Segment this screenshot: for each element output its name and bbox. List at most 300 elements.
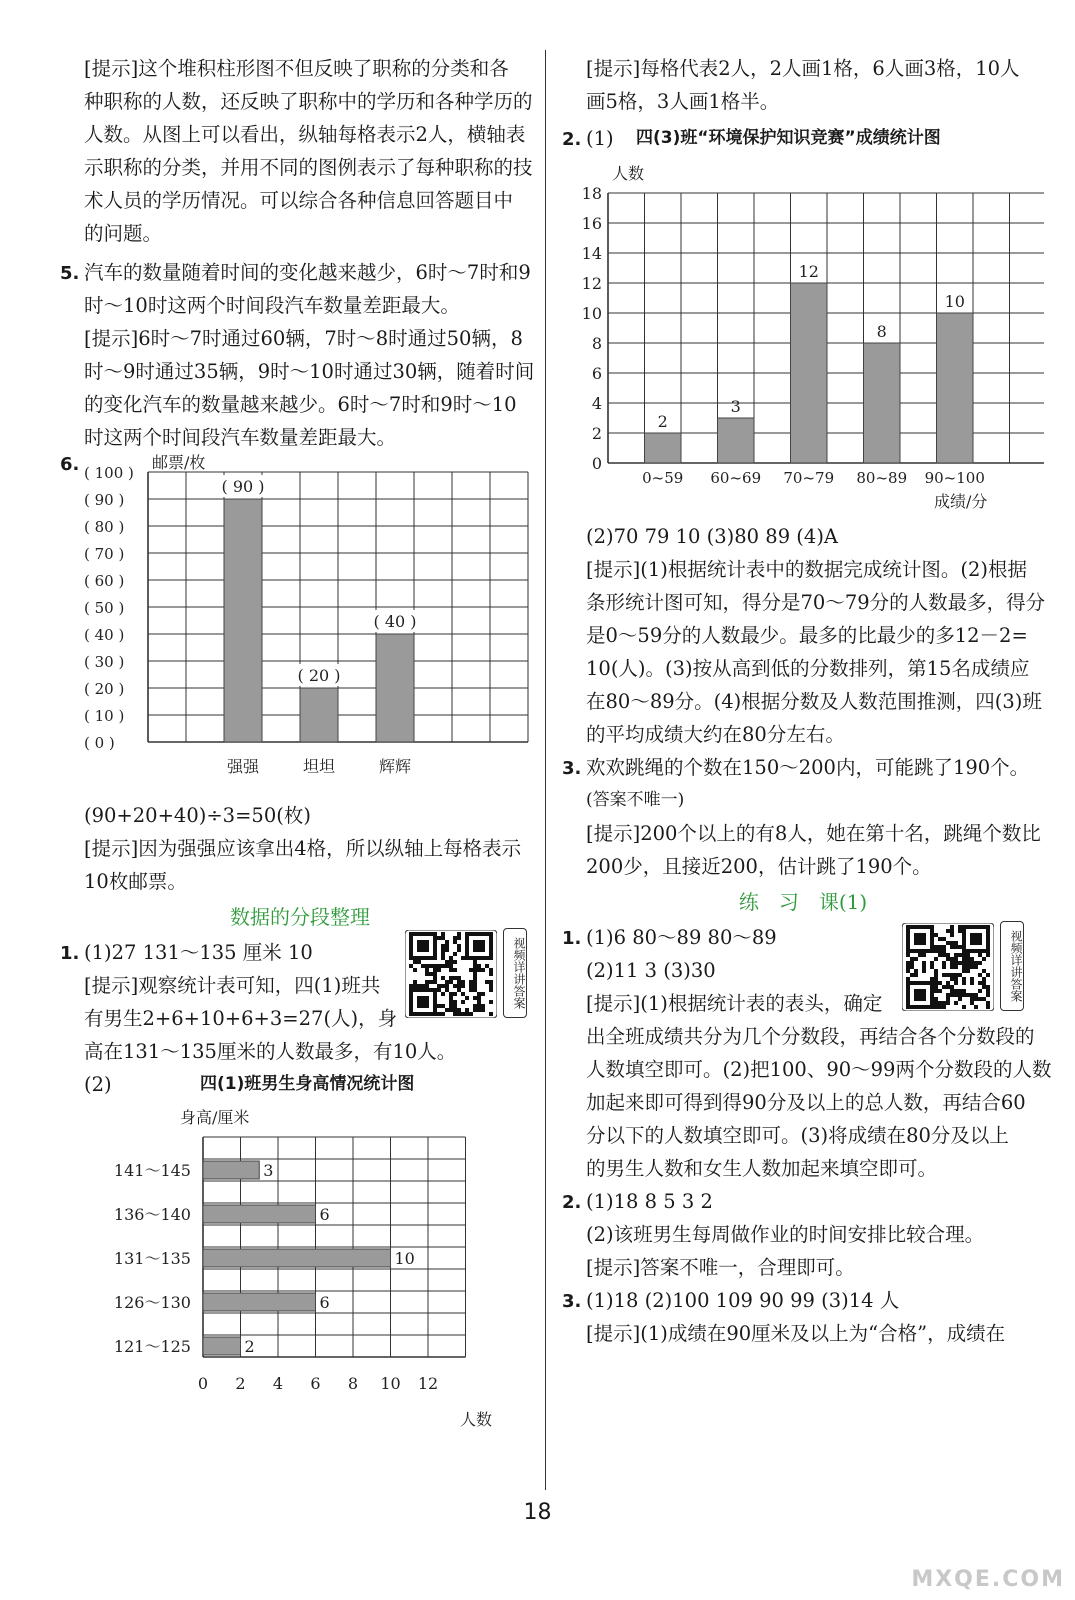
qr-module — [489, 936, 493, 940]
qr-module — [469, 968, 473, 972]
y-tick-label: 16 — [581, 214, 602, 233]
qr-module — [950, 941, 954, 945]
qr-module — [970, 937, 974, 941]
qr-module — [421, 964, 425, 968]
category-label: 坦坦 — [302, 757, 336, 776]
qr-module — [922, 925, 926, 929]
qr-module — [433, 936, 437, 940]
y-tick-label: 14 — [581, 244, 602, 263]
qr-module — [441, 1004, 445, 1008]
qr-module — [934, 981, 938, 985]
qr-module — [473, 968, 477, 972]
y-tick-label: ( 20 ) — [84, 680, 125, 698]
qr-module — [930, 949, 934, 953]
qr-module — [453, 968, 457, 972]
y-tick-label: ( 30 ) — [84, 653, 125, 671]
qr-module — [978, 973, 982, 977]
qr-module — [922, 937, 926, 941]
qr-module — [409, 1008, 413, 1012]
qr-module — [982, 977, 986, 981]
qr-module — [457, 988, 461, 992]
qr-module — [962, 941, 966, 945]
qr-module — [918, 989, 922, 993]
qr-module — [970, 949, 974, 953]
qr-module — [449, 960, 453, 964]
height-bar-chart — [60, 1101, 540, 1431]
qr-module — [417, 956, 421, 960]
category-label: 141～145 — [113, 1161, 191, 1180]
qr-module — [489, 944, 493, 948]
qr-module — [986, 929, 990, 933]
qr-module — [473, 1008, 477, 1012]
qr-module — [473, 1004, 477, 1008]
category-label: 136～140 — [113, 1205, 191, 1224]
qr-module — [958, 993, 962, 997]
qr-module — [457, 936, 461, 940]
qr-module — [425, 988, 429, 992]
qr-module — [930, 961, 934, 965]
y-tick-label: 6 — [591, 364, 602, 383]
qr-module — [906, 933, 910, 937]
qr-module — [914, 993, 918, 997]
qr-module — [922, 953, 926, 957]
bar — [203, 1161, 259, 1179]
bar — [376, 634, 414, 742]
qr-module — [962, 977, 966, 981]
qr-module — [970, 997, 974, 1001]
qr-module — [481, 968, 485, 972]
qr-module — [906, 965, 910, 969]
qr-module — [954, 993, 958, 997]
category-label: 强强 — [226, 757, 260, 776]
qr-module — [974, 961, 978, 965]
chart-title: 四(3)班“环境保护知识竞赛”成绩统计图 — [636, 128, 941, 148]
qr-module — [962, 993, 966, 997]
qr-module — [962, 957, 966, 961]
qr-module — [409, 984, 413, 988]
qr-module — [914, 925, 918, 929]
qr-module — [930, 945, 934, 949]
y-tick-label: 0 — [591, 454, 602, 473]
qr-module — [489, 956, 493, 960]
qr-module — [433, 956, 437, 960]
qr-module — [918, 1005, 922, 1009]
qr-module — [954, 981, 958, 985]
qr-module — [453, 992, 457, 996]
qr-module — [958, 925, 962, 929]
qr-module — [433, 996, 437, 1000]
stamp-bar-chart — [60, 454, 540, 799]
qr-module — [409, 1000, 413, 1004]
qr-module — [922, 965, 926, 969]
qr-module — [473, 956, 477, 960]
qr-module — [409, 932, 413, 936]
qr-module — [445, 988, 449, 992]
qr-module — [425, 968, 429, 972]
qr-module — [453, 1004, 457, 1008]
qr-module — [425, 932, 429, 936]
qr-module — [469, 980, 473, 984]
qr-module — [441, 992, 445, 996]
qr-module — [473, 984, 477, 988]
qr-module — [922, 941, 926, 945]
qr-module — [950, 989, 954, 993]
value-label: 2 — [244, 1337, 255, 1356]
qr-module — [461, 984, 465, 988]
qr-module — [449, 976, 453, 980]
qr-module — [962, 953, 966, 957]
category-label: 辉辉 — [378, 757, 412, 776]
qr-module — [457, 984, 461, 988]
qr-module — [409, 992, 413, 996]
qr-module — [918, 993, 922, 997]
qr-module — [934, 933, 938, 937]
qr-module — [437, 984, 441, 988]
qr-module — [910, 961, 914, 965]
qr-code-icon[interactable] — [902, 923, 994, 1011]
qr-module — [958, 961, 962, 965]
qr-module — [986, 953, 990, 957]
qr-code-icon[interactable] — [405, 930, 497, 1018]
qr-module — [950, 993, 954, 997]
value-label: 6 — [319, 1205, 330, 1224]
qr-module — [433, 948, 437, 952]
qr-module — [958, 945, 962, 949]
qr-module — [930, 933, 934, 937]
qr-module — [429, 988, 433, 992]
qr-module — [441, 952, 445, 956]
qr-module — [974, 997, 978, 1001]
qr-module — [974, 1005, 978, 1009]
qr-module — [962, 925, 966, 929]
qr-module — [413, 932, 417, 936]
section-title: 数据的分段整理 — [230, 905, 370, 929]
qr-module — [433, 992, 437, 996]
qr-module — [433, 1008, 437, 1012]
qr-module — [918, 997, 922, 1001]
qr-module — [934, 1005, 938, 1009]
category-label: 0~59 — [642, 469, 684, 487]
qr-module — [441, 936, 445, 940]
qr-module — [473, 960, 477, 964]
qr-module — [449, 992, 453, 996]
qr-module — [970, 925, 974, 929]
question-6 — [60, 454, 540, 799]
qr-module — [954, 941, 958, 945]
qr-module — [473, 948, 477, 952]
qr-module — [950, 929, 954, 933]
qr-module — [946, 981, 950, 985]
x-tick-label: 12 — [417, 1374, 439, 1393]
section1-question-1: 1. (1)27 131～135 厘米 10 [提示]观察统计表可知，四(1)班共 有男生2+6+10+6+3=27(人)，身 高在131～135厘米的人数最多，有10人。 视频详讲答案 — [60, 936, 540, 1068]
qr-module — [926, 1005, 930, 1009]
qr-module — [429, 972, 433, 976]
qr-module — [445, 940, 449, 944]
qr-module — [425, 1000, 429, 1004]
qr-module — [910, 957, 914, 961]
category-label: 121～125 — [113, 1337, 191, 1356]
qr-module — [445, 944, 449, 948]
qr-module — [930, 981, 934, 985]
qr-module — [910, 973, 914, 977]
qr-module — [417, 1000, 421, 1004]
qr-module — [970, 941, 974, 945]
qr-module — [950, 973, 954, 977]
qr-module — [954, 957, 958, 961]
qr-module — [457, 1008, 461, 1012]
qr-module — [974, 965, 978, 969]
y-axis-label: 邮票/枚 — [152, 454, 206, 472]
qr-module — [966, 949, 970, 953]
qr-module — [962, 929, 966, 933]
qr-module — [425, 980, 429, 984]
qr-module — [481, 1008, 485, 1012]
qr-module — [934, 949, 938, 953]
qr-module — [978, 961, 982, 965]
qr-module — [906, 937, 910, 941]
qr-module — [413, 956, 417, 960]
question-number: 2. — [562, 1192, 582, 1213]
qr-module — [445, 964, 449, 968]
right-column: [提示]每格代表2人，2人画1格，6人画3格，10人 画5格，3人画1格半。 2. (1) 四(3)班“环境保护知识竞赛”成绩统计图 人数 0 2 4 6 8 10 12 14 16 18 2 3 12 8 10 0~59 60~69 70~79 80~89 90~100 成绩/分 (2)70 79 10 (3)80 89 (4)A [提示](1)根据统计表中的数据完成统计图。(2)根据 条形统计图可知，得分是70～79分的人数最多，得分 是0～59分的人数最少。最多的比最少的多12－2= 10(人)。(3)按从高到低的分数排列，第15名成绩应 在80～89分。(4)根据分数及人数范围推测，四(3)班 的平均成绩大约在80分左右。 3. 欢欢跳绳的个数在150～200内，可能跳了190个。 (答案不唯一) [提示]200个以上的有8人，她在第十名，跳绳个数比 200少，且接近200，估计跳了190个。 练 习 课(1) 1. (1)6 80～89 80～89 (2)11 3 (3)30 [提示](1)根据统计表的表头，确定 出全班成绩共分为几个分数段，再结合各个分数段的 人数填空即可。(2)把100、90～99两个分数段的人数 加起来即可得到得90分及以上的总人数，再结合60 分以下的人数填空即可。(3)将成绩在80分及以上 的男生人数和女生人数加起来填空即可。 视频详讲答案 2. (1)18 8 5 3 2 (2)该班男生每周做作业的时间安排比较合理。 [提示]答案不唯一，合理即可。 3. (1)18 (2)100 109 90 99 (3)14 人 [提示](1)成绩在90厘米及以上为“合格”，成绩在 — [562, 57, 1052, 1345]
qr-module — [906, 945, 910, 949]
qr-module — [914, 937, 918, 941]
qr-module — [425, 1012, 429, 1016]
qr-module — [449, 1008, 453, 1012]
qr-module — [966, 957, 970, 961]
qr-module — [461, 980, 465, 984]
qr-module — [938, 945, 942, 949]
qr-module — [489, 972, 493, 976]
qr-module — [914, 981, 918, 985]
qr-module — [906, 1001, 910, 1005]
qr-module — [922, 949, 926, 953]
qr-module — [962, 961, 966, 965]
bar — [203, 1249, 391, 1267]
y-tick-label: 8 — [591, 334, 602, 353]
qr-module — [934, 989, 938, 993]
qr-module — [465, 948, 469, 952]
score-bar-chart — [562, 155, 1044, 515]
qr-module — [421, 956, 425, 960]
qr-module — [934, 985, 938, 989]
qr-module — [946, 985, 950, 989]
qr-module — [930, 925, 934, 929]
qr-module — [966, 965, 970, 969]
category-label: 80~89 — [856, 469, 908, 487]
qr-module — [982, 957, 986, 961]
practice-question-1: 1. (1)6 80～89 80～89 (2)11 3 (3)30 [提示](1)根据统计表的表头，确定 出全班成绩共分为几个分数段，再结合各个分数段的 人数填空即可。(2)把100、90～99两个分数段的人数 加起来即可得到得90分及以上的总人数，再结合60 分以下的人数填空即可。(3)将成绩在80分及以上 的男生人数和女生人数加起来填空即可。 视频详讲答案 — [562, 921, 1044, 1185]
qr-module — [477, 964, 481, 968]
qr-module — [417, 940, 421, 944]
qr-module — [930, 937, 934, 941]
qr-module — [958, 929, 962, 933]
bar — [718, 418, 755, 463]
qr-module — [986, 945, 990, 949]
qr-module — [946, 953, 950, 957]
qr-code-pattern — [902, 923, 994, 1011]
qr-module — [433, 976, 437, 980]
qr-module — [982, 949, 986, 953]
category-label: 126～130 — [113, 1293, 191, 1312]
question-number: 2. — [562, 129, 582, 150]
qr-module — [954, 965, 958, 969]
qr-module — [429, 956, 433, 960]
qr-module — [413, 1012, 417, 1016]
qr-module — [409, 1004, 413, 1008]
qr-module — [950, 933, 954, 937]
qr-module — [441, 948, 445, 952]
qr-module — [417, 960, 421, 964]
qr-module — [485, 956, 489, 960]
qr-module — [481, 940, 485, 944]
qr-module — [457, 1012, 461, 1016]
qr-module — [906, 949, 910, 953]
qr-module — [437, 1012, 441, 1016]
qr-module — [473, 972, 477, 976]
qr-module — [970, 1001, 974, 1005]
page-number: 18 — [523, 1500, 552, 1525]
qr-module — [954, 977, 958, 981]
qr-module — [962, 933, 966, 937]
qr-module — [934, 1001, 938, 1005]
qr-module — [441, 976, 445, 980]
qr-module — [942, 1001, 946, 1005]
chart-bars — [221, 475, 416, 742]
qr-module — [445, 984, 449, 988]
qr-module — [429, 932, 433, 936]
question-number: 3. — [562, 1291, 582, 1312]
qr-module — [906, 925, 910, 929]
qr-module — [958, 973, 962, 977]
qr-module — [966, 925, 970, 929]
question-number: 3. — [562, 758, 582, 779]
qr-module — [922, 933, 926, 937]
qr-module — [942, 945, 946, 949]
qr-module — [477, 1000, 481, 1004]
question-number: 6. — [60, 454, 80, 475]
qr-module — [417, 944, 421, 948]
y-tick-label: ( 50 ) — [84, 599, 125, 617]
qr-module — [477, 932, 481, 936]
qr-module — [429, 964, 433, 968]
y-tick-label: 10 — [581, 304, 602, 323]
section-title: 练 习 课(1) — [738, 890, 868, 914]
qr-module — [918, 953, 922, 957]
category-label: 131～135 — [113, 1249, 191, 1268]
qr-module — [946, 973, 950, 977]
qr-module — [926, 949, 930, 953]
qr-module — [954, 989, 958, 993]
qr-module — [978, 953, 982, 957]
qr-module — [413, 968, 417, 972]
qr-module — [962, 965, 966, 969]
qr-code-pattern — [405, 930, 497, 1018]
qr-module — [445, 948, 449, 952]
qr-module — [417, 932, 421, 936]
qr-module — [966, 969, 970, 973]
qr-module — [437, 936, 441, 940]
qr-module — [922, 969, 926, 973]
qr-module — [906, 977, 910, 981]
qr-module — [930, 985, 934, 989]
qr-module — [954, 1001, 958, 1005]
y-tick-label: ( 100 ) — [84, 464, 134, 482]
qr-module — [477, 940, 481, 944]
qr-module — [473, 964, 477, 968]
qr-module — [461, 992, 465, 996]
qr-module — [986, 1005, 990, 1009]
category-label: 60~69 — [710, 469, 762, 487]
qr-module — [441, 932, 445, 936]
qr-module — [449, 1000, 453, 1004]
qr-module — [473, 988, 477, 992]
qr-module — [453, 1012, 457, 1016]
qr-module — [477, 992, 481, 996]
qr-module — [417, 984, 421, 988]
qr-module — [409, 964, 413, 968]
qr-module — [962, 945, 966, 949]
qr-module — [950, 977, 954, 981]
qr-module — [942, 949, 946, 953]
qr-module — [954, 973, 958, 977]
qr-module — [485, 964, 489, 968]
qr-module — [453, 984, 457, 988]
qr-module — [409, 1012, 413, 1016]
qr-module — [950, 925, 954, 929]
bar — [203, 1337, 241, 1355]
qr-module — [473, 976, 477, 980]
qr-module — [449, 964, 453, 968]
qr-module — [910, 965, 914, 969]
qr-module — [986, 985, 990, 989]
qr-module — [413, 988, 417, 992]
qr-module — [489, 948, 493, 952]
qr-module — [918, 949, 922, 953]
qr-module — [926, 925, 930, 929]
qr-module — [914, 973, 918, 977]
qr-module — [978, 941, 982, 945]
qr-module — [437, 988, 441, 992]
qr-module — [449, 996, 453, 1000]
qr-module — [409, 996, 413, 1000]
qr-module — [950, 961, 954, 965]
qr-module — [433, 1012, 437, 1016]
qr-module — [986, 973, 990, 977]
value-label: ( 20 ) — [297, 666, 341, 685]
qr-module — [962, 969, 966, 973]
qr-module — [918, 925, 922, 929]
qr-module — [441, 984, 445, 988]
qr-module — [962, 981, 966, 985]
x-tick-label: 4 — [272, 1374, 284, 1393]
value-label: 3 — [730, 397, 741, 416]
qr-module — [469, 1012, 473, 1016]
qr-module — [922, 997, 926, 1001]
qr-module — [457, 948, 461, 952]
qr-module — [433, 940, 437, 944]
y-tick-labels — [114, 1161, 191, 1356]
qr-module — [942, 961, 946, 965]
qr-module — [974, 933, 978, 937]
qr-module — [421, 1004, 425, 1008]
y-axis-label: 人数 — [612, 164, 645, 183]
qr-module — [946, 929, 950, 933]
x-tick-labels — [642, 469, 985, 487]
qr-module — [982, 969, 986, 973]
qr-module — [473, 996, 477, 1000]
question-number: 1. — [60, 943, 80, 964]
